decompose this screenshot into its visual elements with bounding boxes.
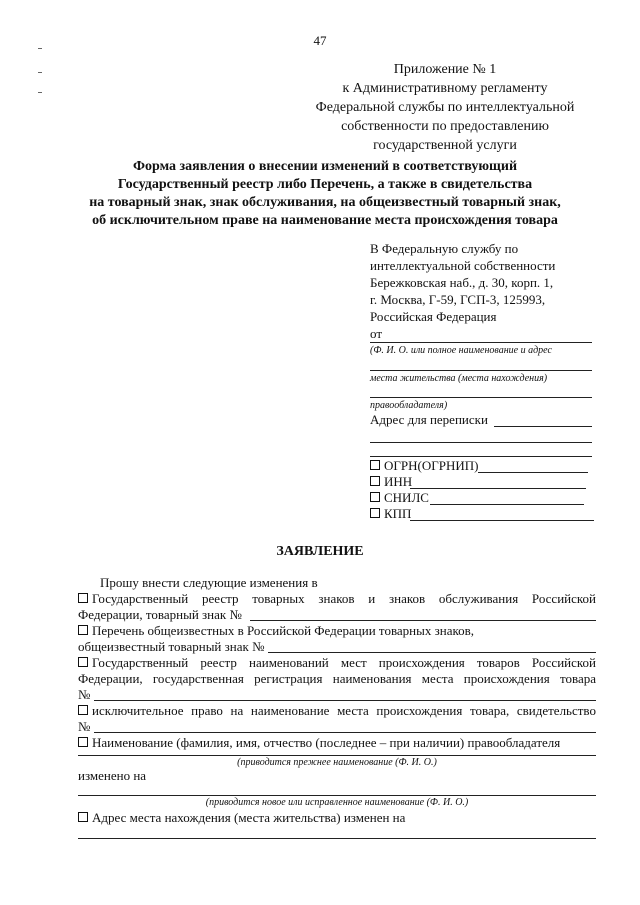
appendix-line: государственной услуги [373, 138, 517, 153]
sender-line[interactable] [370, 397, 592, 398]
certificate-number-input[interactable] [94, 732, 596, 733]
addressee-line: интеллектуальной собственности [370, 258, 556, 273]
kpp-input[interactable] [410, 520, 594, 521]
correspondence-input[interactable] [370, 442, 592, 443]
trademark-number-input[interactable] [250, 620, 596, 621]
option-appellation-registry [78, 655, 596, 671]
snils-label: СНИЛС [384, 490, 429, 505]
previous-name-input[interactable] [78, 755, 596, 756]
request-text: Прошу внести следующие изменения в [100, 575, 318, 590]
ogrn-input[interactable] [478, 472, 588, 473]
ogrn-checkbox[interactable] [370, 460, 380, 470]
option-text-line: Федерации, товарный знак № [78, 607, 242, 622]
form-title [60, 158, 590, 230]
kpp-checkbox[interactable] [370, 508, 380, 518]
form-title-line: Форма заявления о внесении изменений в соответствующий [132, 159, 518, 174]
addressee-line: г. Москва, Г-59, ГСП-3, 125993, [370, 292, 546, 307]
snils-checkbox[interactable] [370, 492, 380, 502]
option-checkbox[interactable] [78, 737, 88, 747]
appendix-line: Федеральной службы по интеллектуальной [315, 100, 575, 115]
snils-input[interactable] [430, 504, 584, 505]
kpp-label: КПП [384, 506, 412, 521]
correspondence-label: Адрес для переписки [370, 412, 488, 427]
correspondence-input[interactable] [370, 456, 592, 457]
sender-note: правообладателя) [370, 400, 448, 411]
margin-mark [38, 92, 42, 93]
previous-name-caption: (приводится прежнее наименование (Ф. И. О.) [237, 757, 437, 768]
statement-heading: ЗАЯВЛЕНИЕ [276, 544, 364, 559]
page-number: 47 [313, 33, 327, 48]
form-title-line: об исключительном праве на наименование места происхождения товара [92, 213, 558, 228]
addressee-line: В Федеральную службу по [370, 241, 519, 256]
option-checkbox[interactable] [78, 625, 88, 635]
snils-field [370, 490, 429, 506]
appendix-line: собственности по предоставлению [341, 119, 549, 134]
appendix-line: к Административному регламенту [342, 81, 548, 96]
option-checkbox[interactable] [78, 705, 88, 715]
option-address-changed [78, 810, 596, 826]
inn-checkbox[interactable] [370, 476, 380, 486]
appendix-block [300, 60, 590, 155]
appendix-line: Приложение № 1 [393, 62, 497, 77]
option-trademark-registry [78, 591, 596, 607]
option-text-line: общеизвестный товарный знак № [78, 639, 265, 654]
option-text: Наименование (фамилия, имя, отчество (последнее – при наличии) правообладателя [92, 735, 561, 750]
changed-to-label: изменено на [78, 768, 147, 783]
inn-input[interactable] [410, 488, 586, 489]
sender-note: места жительства (места нахождения) [370, 373, 548, 384]
form-title-line: Государственный реестр либо Перечень, а также в свидетельства [117, 177, 533, 192]
option-text: Государственный реестр товарных знаков и знаков обслуживания Российской [92, 591, 596, 606]
form-title-line: на товарный знак, знак обслуживания, на общеизвестный товарный знак, [89, 195, 561, 210]
option-exclusive-right [78, 703, 596, 719]
sender-line[interactable] [370, 342, 592, 343]
from-label: от [370, 326, 383, 341]
option-text: Адрес места нахождения (места жительства) изменен на [92, 810, 406, 825]
inn-label: ИНН [384, 474, 413, 489]
option-text-line: № [78, 719, 91, 734]
ogrn-label: ОГРН(ОГРНИП) [384, 458, 479, 473]
option-well-known-list [78, 623, 596, 639]
margin-mark [38, 72, 42, 73]
ogrn-field [370, 458, 478, 474]
option-text: Перечень общеизвестных в Российской Федерации товарных знаков, [92, 623, 475, 638]
option-checkbox[interactable] [78, 593, 88, 603]
option-checkbox[interactable] [78, 812, 88, 822]
sender-note: (Ф. И. О. или полное наименование и адрес [370, 345, 552, 356]
new-name-input[interactable] [78, 795, 596, 796]
kpp-field [370, 506, 411, 522]
correspondence-input[interactable] [494, 426, 592, 427]
appellation-number-input[interactable] [94, 700, 596, 701]
option-text-line: № [78, 687, 91, 702]
addressee-block [370, 240, 600, 342]
new-address-input[interactable] [78, 838, 596, 839]
option-holder-name [78, 735, 596, 751]
well-known-number-input[interactable] [268, 652, 596, 653]
option-text: исключительное право на наименование места происхождения товара, свидетельство [92, 703, 596, 718]
sender-line[interactable] [370, 370, 592, 371]
addressee-line: Российская Федерация [370, 309, 497, 324]
option-text: Государственный реестр наименований мест происхождения товаров Российской [92, 655, 596, 670]
option-checkbox[interactable] [78, 657, 88, 667]
inn-field [370, 474, 412, 490]
addressee-line: Бережковская наб., д. 30, корп. 1, [370, 275, 554, 290]
option-text-line: Федерации, государственная регистрация наименования места происхождения товара [78, 671, 596, 686]
new-name-caption: (приводится новое или исправленное наименование (Ф. И. О.) [205, 797, 469, 808]
